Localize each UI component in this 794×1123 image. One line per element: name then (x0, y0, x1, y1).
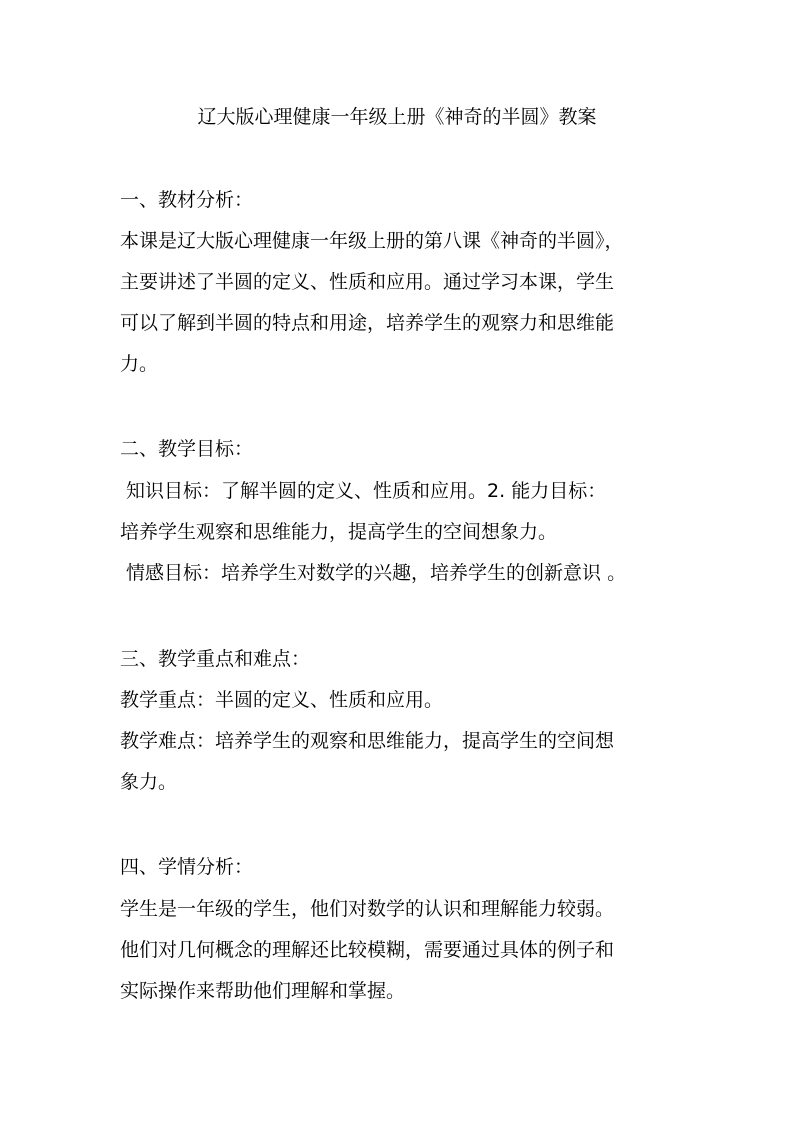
paragraph-line: 情感目标：培养学生对数学的兴趣，培养学生的创新意识 。 (120, 562, 627, 584)
paragraph-line: 知识目标：了解半圆的定义、性质和应用。2. 能力目标： (120, 480, 607, 502)
paragraph-line: 实际操作来帮助他们理解和掌握。 (120, 980, 406, 1002)
section-heading-student-analysis: 四、学情分析： (120, 856, 254, 878)
paragraph-line: 主要讲述了半圆的定义、性质和应用。通过学习本课，学生 (120, 271, 615, 293)
paragraph-line: 本课是辽大版心理健康一年级上册的第八课《神奇的半圆》， (120, 230, 624, 252)
section-heading-teaching-goals: 二、教学目标： (120, 438, 254, 460)
document-title: 辽大版心理健康一年级上册《神奇的半圆》教案 (197, 106, 597, 128)
section-heading-teaching-material: 一、教材分析： (120, 189, 254, 211)
paragraph-line: 力。 (120, 353, 159, 375)
paragraph-line: 象力。 (120, 771, 178, 793)
paragraph-line: 教学重点：半圆的定义、性质和应用。 (120, 689, 444, 711)
paragraph-line: 可以了解到半圆的特点和用途，培养学生的观察力和思维能 (120, 312, 615, 334)
paragraph-line: 培养学生观察和思维能力，提高学生的空间想象力。 (120, 521, 558, 543)
paragraph-line: 教学难点：培养学生的观察和思维能力，提高学生的空间想 (120, 730, 615, 752)
section-heading-key-points: 三、教学重点和难点： (120, 648, 311, 670)
paragraph-line: 他们对几何概念的理解还比较模糊，需要通过具体的例子和 (120, 939, 615, 961)
paragraph-line: 学生是一年级的学生，他们对数学的认识和理解能力较弱。 (120, 898, 615, 920)
